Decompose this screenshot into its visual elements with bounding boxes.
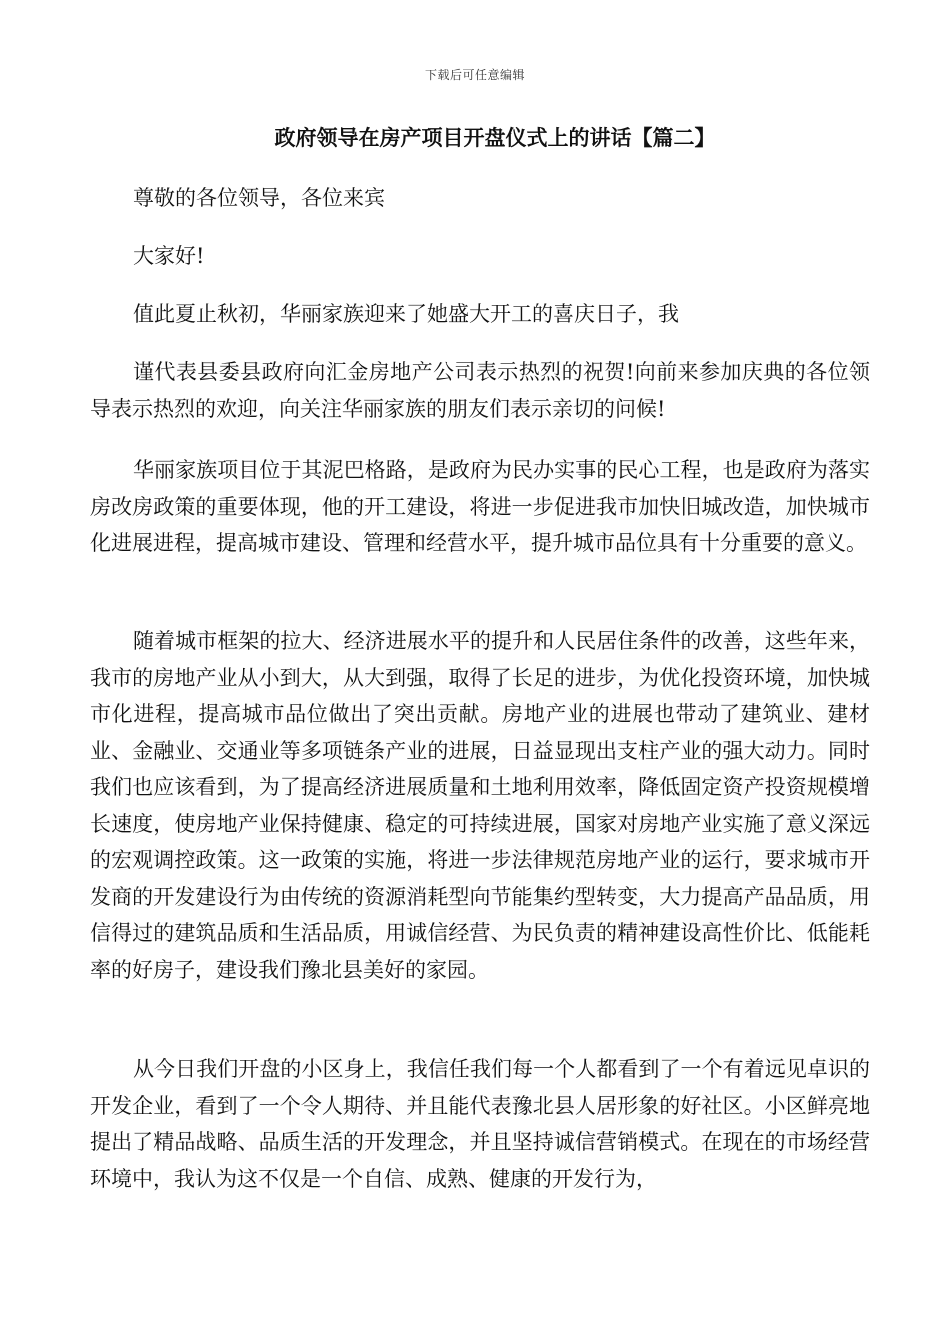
paragraph-occasion: 值此夏止秋初，华丽家族迎来了她盛大开工的喜庆日子，我	[133, 302, 679, 326]
paragraph-congratulations: 谨代表县委县政府向汇金房地产公司表示热烈的祝贺!向前来参加庆典的各位领导表示热烈的欢迎，向关注华丽家族的朋友们表示亲切的问候!	[90, 360, 870, 421]
paragraph-opening-community: 从今日我们开盘的小区身上，我信任我们每一个人都看到了一个有着远见卓识的开发企业，看到了一个令人期待、并且能代表豫北县人居形象的好社区。小区鲜亮地提出了精品战略、品质生活的开发理念，并且坚持诚信营销模式。在现在的市场经营环境中，我认为这不仅是一个自信、成熟、健康的开发行为，	[90, 1057, 870, 1191]
paragraph-real-estate-development: 随着城市框架的拉大、经济进展水平的提升和人民居住条件的改善，这些年来，我市的房地产业从小到大，从大到强，取得了长足的进步，为优化投资环境，加快城市化进程，提高城市品位做出了突出贡献。房地产业的进展也带动了建筑业、建材业、金融业、交通业等多项链条产业的进展，日益显现出支柱产业的强大动力。同时我们也应该看到，为了提高经济进展质量和土地利用效率，降低固定资产投资规模增长速度，使房地产业保持健康、稳定的可持续进展，国家对房地产业实施了意义深远的宏观调控政策。这一政策的实施，将进一步法律规范房地产业的运行，要求城市开发商的开发建设行为由传统的资源消耗型向节能集约型转变，大力提高产品品质，用信得过的建筑品质和生活品质，用诚信经营、为民负责的精神建设高性价比、低能耗率的好房子，建设我们豫北县美好的家园。	[90, 629, 870, 982]
paragraph-project-location: 华丽家族项目位于其泥巴格路，是政府为民办实事的民心工程，也是政府为落实房改房政策的重要体现，他的开工建设，将进一步促进我市加快旧城改造，加快城市化进展进程，提高城市建设、管理和经营水平，提升城市品位具有十分重要的意义。	[90, 458, 870, 555]
paragraph-hello: 大家好!	[133, 244, 205, 268]
document-title: 政府领导在房产项目开盘仪式上的讲话【篇二】	[274, 125, 716, 150]
header-note: 下载后可任意编辑	[424, 68, 525, 82]
paragraph-greeting: 尊敬的各位领导，各位来宾	[133, 186, 385, 210]
